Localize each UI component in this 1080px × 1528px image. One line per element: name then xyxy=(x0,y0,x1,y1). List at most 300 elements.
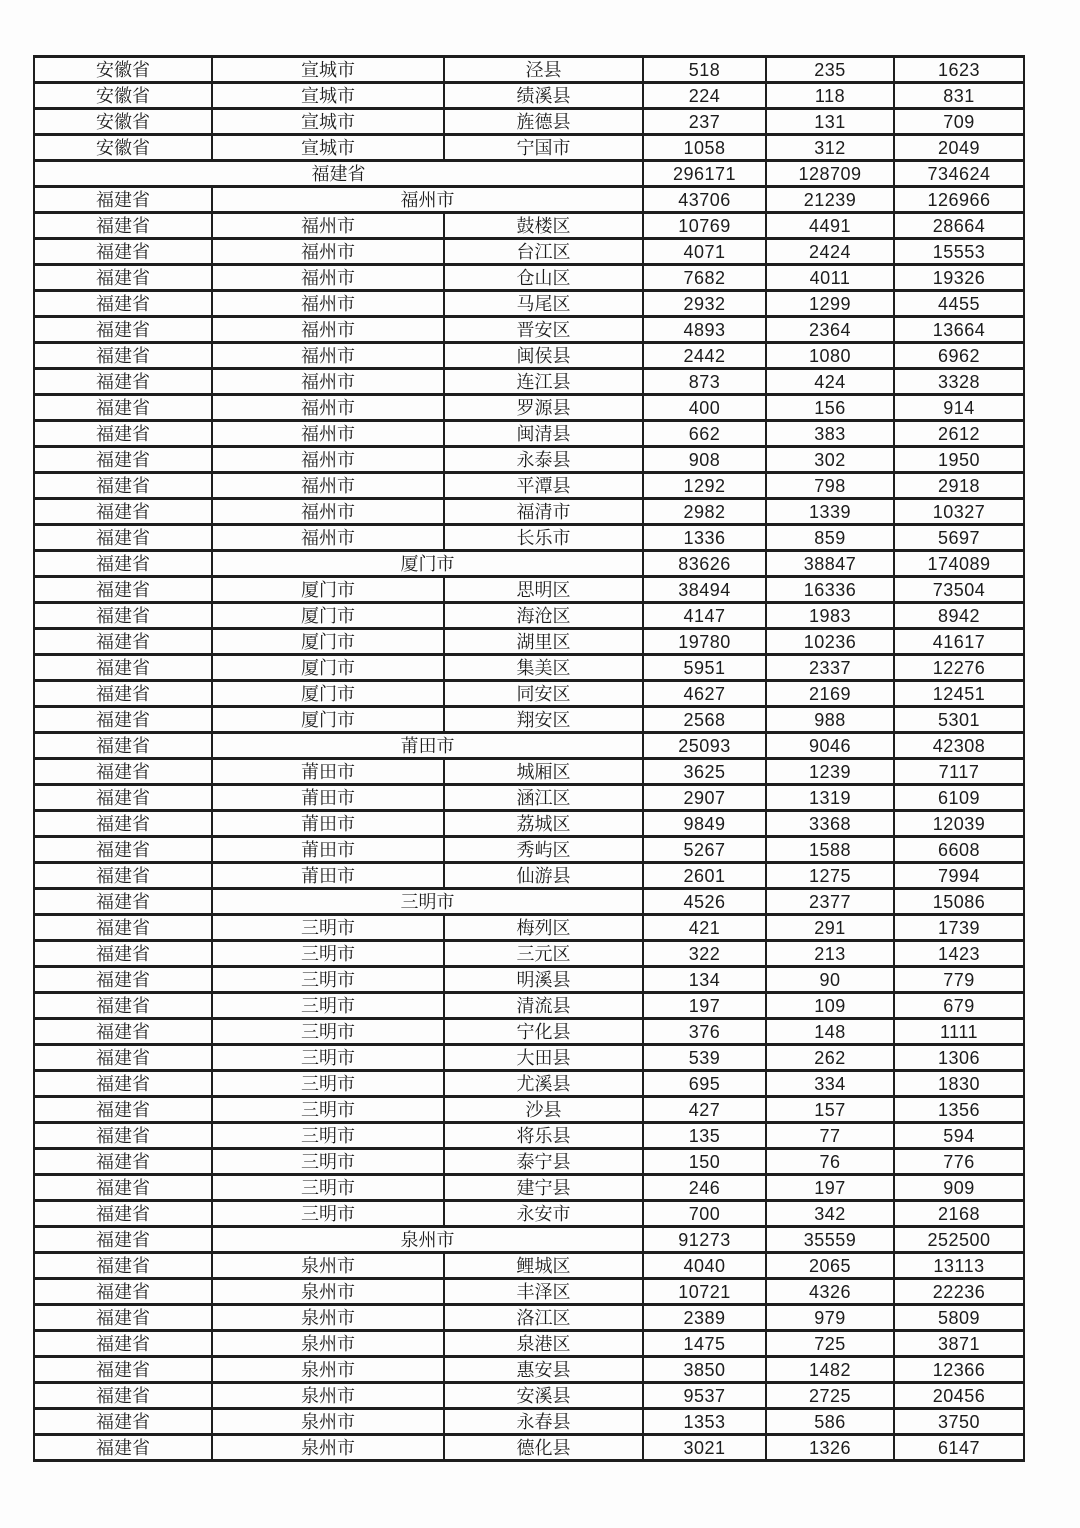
province-cell: 福建省 xyxy=(34,941,212,967)
value-cell-1: 3021 xyxy=(643,1435,766,1461)
table-row xyxy=(34,941,1024,967)
province-cell: 福建省 xyxy=(34,577,212,603)
province-cell: 福建省 xyxy=(34,1409,212,1435)
value-cell-3: 3750 xyxy=(894,1409,1024,1435)
table-row xyxy=(34,1201,1024,1227)
province-cell: 福建省 xyxy=(34,759,212,785)
value-cell-2: 21239 xyxy=(766,187,894,213)
value-cell-3: 3328 xyxy=(894,369,1024,395)
value-cell-3: 594 xyxy=(894,1123,1024,1149)
value-cell-3: 73504 xyxy=(894,577,1024,603)
value-cell-2: 2169 xyxy=(766,681,894,707)
province-cell: 安徽省 xyxy=(34,83,212,109)
value-cell-3: 914 xyxy=(894,395,1024,421)
value-cell-1: 400 xyxy=(643,395,766,421)
table-row xyxy=(34,265,1024,291)
city-cell: 泉州市 xyxy=(212,1253,444,1279)
district-cell: 大田县 xyxy=(444,1045,643,1071)
value-cell-2: 859 xyxy=(766,525,894,551)
value-cell-1: 2442 xyxy=(643,343,766,369)
value-cell-1: 224 xyxy=(643,83,766,109)
value-cell-1: 421 xyxy=(643,915,766,941)
value-cell-2: 334 xyxy=(766,1071,894,1097)
table-row xyxy=(34,993,1024,1019)
district-cell: 鼓楼区 xyxy=(444,213,643,239)
table-row xyxy=(34,135,1024,161)
value-cell-1: 9537 xyxy=(643,1383,766,1409)
table-row xyxy=(34,1227,1024,1253)
value-cell-1: 3625 xyxy=(643,759,766,785)
province-cell: 福建省 xyxy=(34,863,212,889)
value-cell-3: 6109 xyxy=(894,785,1024,811)
province-cell: 福建省 xyxy=(34,265,212,291)
value-cell-2: 235 xyxy=(766,57,894,83)
district-cell: 荔城区 xyxy=(444,811,643,837)
province-cell: 福建省 xyxy=(34,629,212,655)
city-cell: 莆田市 xyxy=(212,759,444,785)
value-cell-2: 1275 xyxy=(766,863,894,889)
district-cell: 绩溪县 xyxy=(444,83,643,109)
value-cell-2: 16336 xyxy=(766,577,894,603)
value-cell-3: 12276 xyxy=(894,655,1024,681)
city-total-cell: 三明市 xyxy=(212,889,643,915)
table-row xyxy=(34,1279,1024,1305)
city-cell: 宣城市 xyxy=(212,57,444,83)
value-cell-1: 4893 xyxy=(643,317,766,343)
value-cell-3: 15553 xyxy=(894,239,1024,265)
value-cell-2: 2377 xyxy=(766,889,894,915)
city-cell: 三明市 xyxy=(212,941,444,967)
value-cell-3: 6962 xyxy=(894,343,1024,369)
value-cell-2: 1326 xyxy=(766,1435,894,1461)
value-cell-1: 4040 xyxy=(643,1253,766,1279)
value-cell-3: 1950 xyxy=(894,447,1024,473)
value-cell-3: 734624 xyxy=(894,161,1024,187)
province-cell: 福建省 xyxy=(34,499,212,525)
table-row xyxy=(34,1097,1024,1123)
value-cell-1: 19780 xyxy=(643,629,766,655)
value-cell-3: 2918 xyxy=(894,473,1024,499)
city-cell: 莆田市 xyxy=(212,837,444,863)
city-cell: 泉州市 xyxy=(212,1279,444,1305)
value-cell-1: 237 xyxy=(643,109,766,135)
value-cell-2: 2364 xyxy=(766,317,894,343)
value-cell-1: 695 xyxy=(643,1071,766,1097)
value-cell-2: 1339 xyxy=(766,499,894,525)
value-cell-2: 302 xyxy=(766,447,894,473)
value-cell-3: 5809 xyxy=(894,1305,1024,1331)
district-cell: 尤溪县 xyxy=(444,1071,643,1097)
value-cell-2: 2424 xyxy=(766,239,894,265)
table-row xyxy=(34,213,1024,239)
value-cell-1: 700 xyxy=(643,1201,766,1227)
province-cell: 福建省 xyxy=(34,1279,212,1305)
province-cell: 福建省 xyxy=(34,291,212,317)
table-row xyxy=(34,1383,1024,1409)
table-row xyxy=(34,57,1024,83)
value-cell-3: 776 xyxy=(894,1149,1024,1175)
district-cell: 永安市 xyxy=(444,1201,643,1227)
value-cell-1: 4071 xyxy=(643,239,766,265)
district-cell: 将乐县 xyxy=(444,1123,643,1149)
value-cell-2: 4326 xyxy=(766,1279,894,1305)
value-cell-1: 376 xyxy=(643,1019,766,1045)
city-cell: 宣城市 xyxy=(212,83,444,109)
province-cell: 福建省 xyxy=(34,551,212,577)
city-cell: 福州市 xyxy=(212,343,444,369)
table-row xyxy=(34,1045,1024,1071)
value-cell-1: 1353 xyxy=(643,1409,766,1435)
district-cell: 安溪县 xyxy=(444,1383,643,1409)
table-row xyxy=(34,239,1024,265)
table-row xyxy=(34,291,1024,317)
city-cell: 厦门市 xyxy=(212,655,444,681)
table-row xyxy=(34,655,1024,681)
value-cell-3: 5301 xyxy=(894,707,1024,733)
value-cell-3: 12039 xyxy=(894,811,1024,837)
value-cell-3: 42308 xyxy=(894,733,1024,759)
district-cell: 思明区 xyxy=(444,577,643,603)
province-cell: 福建省 xyxy=(34,1357,212,1383)
city-total-cell: 莆田市 xyxy=(212,733,643,759)
value-cell-2: 4011 xyxy=(766,265,894,291)
district-cell: 翔安区 xyxy=(444,707,643,733)
value-cell-2: 77 xyxy=(766,1123,894,1149)
value-cell-1: 322 xyxy=(643,941,766,967)
value-cell-1: 246 xyxy=(643,1175,766,1201)
city-cell: 福州市 xyxy=(212,291,444,317)
table-row xyxy=(34,499,1024,525)
table-row xyxy=(34,161,1024,187)
table-row xyxy=(34,1123,1024,1149)
province-cell: 福建省 xyxy=(34,785,212,811)
district-cell: 洛江区 xyxy=(444,1305,643,1331)
province-cell: 福建省 xyxy=(34,967,212,993)
value-cell-3: 10327 xyxy=(894,499,1024,525)
value-cell-2: 131 xyxy=(766,109,894,135)
value-cell-3: 679 xyxy=(894,993,1024,1019)
province-cell: 福建省 xyxy=(34,447,212,473)
table-row xyxy=(34,1175,1024,1201)
value-cell-3: 709 xyxy=(894,109,1024,135)
value-cell-1: 2601 xyxy=(643,863,766,889)
value-cell-3: 6147 xyxy=(894,1435,1024,1461)
value-cell-2: 109 xyxy=(766,993,894,1019)
province-cell: 福建省 xyxy=(34,681,212,707)
value-cell-1: 662 xyxy=(643,421,766,447)
city-cell: 三明市 xyxy=(212,1019,444,1045)
district-cell: 秀屿区 xyxy=(444,837,643,863)
city-cell: 福州市 xyxy=(212,473,444,499)
value-cell-2: 38847 xyxy=(766,551,894,577)
value-cell-1: 539 xyxy=(643,1045,766,1071)
value-cell-3: 2612 xyxy=(894,421,1024,447)
value-cell-3: 1356 xyxy=(894,1097,1024,1123)
value-cell-2: 988 xyxy=(766,707,894,733)
district-cell: 闽清县 xyxy=(444,421,643,447)
province-cell: 福建省 xyxy=(34,525,212,551)
value-cell-2: 2725 xyxy=(766,1383,894,1409)
district-cell: 明溪县 xyxy=(444,967,643,993)
value-cell-1: 150 xyxy=(643,1149,766,1175)
value-cell-3: 12366 xyxy=(894,1357,1024,1383)
district-cell: 台江区 xyxy=(444,239,643,265)
value-cell-3: 7994 xyxy=(894,863,1024,889)
table-row xyxy=(34,551,1024,577)
value-cell-3: 15086 xyxy=(894,889,1024,915)
province-cell: 安徽省 xyxy=(34,109,212,135)
value-cell-2: 262 xyxy=(766,1045,894,1071)
value-cell-2: 90 xyxy=(766,967,894,993)
value-cell-2: 157 xyxy=(766,1097,894,1123)
city-cell: 莆田市 xyxy=(212,811,444,837)
province-cell: 福建省 xyxy=(34,1383,212,1409)
table-row xyxy=(34,707,1024,733)
value-cell-3: 13664 xyxy=(894,317,1024,343)
table-row xyxy=(34,83,1024,109)
district-cell: 马尾区 xyxy=(444,291,643,317)
city-cell: 莆田市 xyxy=(212,785,444,811)
city-cell: 福州市 xyxy=(212,499,444,525)
district-cell: 涵江区 xyxy=(444,785,643,811)
city-total-cell: 福州市 xyxy=(212,187,643,213)
value-cell-1: 2982 xyxy=(643,499,766,525)
statistics-table-container xyxy=(33,55,1023,1462)
value-cell-1: 10769 xyxy=(643,213,766,239)
city-cell: 三明市 xyxy=(212,1045,444,1071)
district-cell: 同安区 xyxy=(444,681,643,707)
province-cell: 福建省 xyxy=(34,343,212,369)
district-cell: 湖里区 xyxy=(444,629,643,655)
table-row xyxy=(34,1019,1024,1045)
value-cell-2: 148 xyxy=(766,1019,894,1045)
table-row xyxy=(34,785,1024,811)
district-cell: 惠安县 xyxy=(444,1357,643,1383)
city-total-cell: 厦门市 xyxy=(212,551,643,577)
district-cell: 泉港区 xyxy=(444,1331,643,1357)
table-row xyxy=(34,1331,1024,1357)
district-cell: 福清市 xyxy=(444,499,643,525)
district-cell: 宁化县 xyxy=(444,1019,643,1045)
table-row xyxy=(34,1435,1024,1461)
province-cell: 福建省 xyxy=(34,1123,212,1149)
city-cell: 福州市 xyxy=(212,421,444,447)
value-cell-1: 1058 xyxy=(643,135,766,161)
province-cell: 福建省 xyxy=(34,707,212,733)
district-cell: 城厢区 xyxy=(444,759,643,785)
value-cell-1: 91273 xyxy=(643,1227,766,1253)
city-total-cell: 泉州市 xyxy=(212,1227,643,1253)
district-cell: 闽侯县 xyxy=(444,343,643,369)
province-cell: 福建省 xyxy=(34,1331,212,1357)
district-cell: 永泰县 xyxy=(444,447,643,473)
district-cell: 建宁县 xyxy=(444,1175,643,1201)
value-cell-2: 118 xyxy=(766,83,894,109)
district-cell: 泰宁县 xyxy=(444,1149,643,1175)
value-cell-3: 831 xyxy=(894,83,1024,109)
value-cell-3: 13113 xyxy=(894,1253,1024,1279)
district-cell: 永春县 xyxy=(444,1409,643,1435)
value-cell-2: 342 xyxy=(766,1201,894,1227)
city-cell: 厦门市 xyxy=(212,577,444,603)
city-cell: 福州市 xyxy=(212,239,444,265)
value-cell-1: 427 xyxy=(643,1097,766,1123)
value-cell-1: 4526 xyxy=(643,889,766,915)
value-cell-3: 6608 xyxy=(894,837,1024,863)
province-cell: 福建省 xyxy=(34,1045,212,1071)
province-cell: 福建省 xyxy=(34,1227,212,1253)
value-cell-2: 312 xyxy=(766,135,894,161)
district-cell: 三元区 xyxy=(444,941,643,967)
value-cell-2: 1239 xyxy=(766,759,894,785)
statistics-table-body xyxy=(34,57,1024,1461)
district-cell: 海沧区 xyxy=(444,603,643,629)
city-cell: 三明市 xyxy=(212,1123,444,1149)
value-cell-1: 2568 xyxy=(643,707,766,733)
province-cell: 福建省 xyxy=(34,1175,212,1201)
city-cell: 福州市 xyxy=(212,213,444,239)
city-cell: 三明市 xyxy=(212,967,444,993)
city-cell: 宣城市 xyxy=(212,109,444,135)
table-row xyxy=(34,603,1024,629)
value-cell-1: 2932 xyxy=(643,291,766,317)
value-cell-3: 1830 xyxy=(894,1071,1024,1097)
value-cell-3: 41617 xyxy=(894,629,1024,655)
value-cell-2: 1080 xyxy=(766,343,894,369)
value-cell-2: 2065 xyxy=(766,1253,894,1279)
value-cell-1: 38494 xyxy=(643,577,766,603)
table-row xyxy=(34,109,1024,135)
value-cell-3: 1111 xyxy=(894,1019,1024,1045)
value-cell-1: 7682 xyxy=(643,265,766,291)
province-cell: 安徽省 xyxy=(34,135,212,161)
city-cell: 福州市 xyxy=(212,447,444,473)
province-cell: 福建省 xyxy=(34,603,212,629)
value-cell-2: 197 xyxy=(766,1175,894,1201)
value-cell-3: 12451 xyxy=(894,681,1024,707)
district-cell: 丰泽区 xyxy=(444,1279,643,1305)
district-cell: 沙县 xyxy=(444,1097,643,1123)
city-cell: 厦门市 xyxy=(212,681,444,707)
city-cell: 福州市 xyxy=(212,525,444,551)
province-cell: 福建省 xyxy=(34,889,212,915)
value-cell-3: 779 xyxy=(894,967,1024,993)
district-cell: 仓山区 xyxy=(444,265,643,291)
value-cell-1: 2389 xyxy=(643,1305,766,1331)
value-cell-2: 291 xyxy=(766,915,894,941)
city-cell: 泉州市 xyxy=(212,1383,444,1409)
district-cell: 清流县 xyxy=(444,993,643,1019)
value-cell-1: 135 xyxy=(643,1123,766,1149)
table-row xyxy=(34,915,1024,941)
value-cell-3: 5697 xyxy=(894,525,1024,551)
province-cell: 福建省 xyxy=(34,915,212,941)
value-cell-2: 725 xyxy=(766,1331,894,1357)
province-total-cell: 福建省 xyxy=(34,161,643,187)
table-row xyxy=(34,889,1024,915)
table-row xyxy=(34,1357,1024,1383)
value-cell-1: 134 xyxy=(643,967,766,993)
city-cell: 三明市 xyxy=(212,993,444,1019)
district-cell: 鲤城区 xyxy=(444,1253,643,1279)
district-cell: 仙游县 xyxy=(444,863,643,889)
district-cell: 连江县 xyxy=(444,369,643,395)
district-cell: 罗源县 xyxy=(444,395,643,421)
value-cell-1: 1336 xyxy=(643,525,766,551)
district-cell: 平潭县 xyxy=(444,473,643,499)
city-cell: 三明市 xyxy=(212,1149,444,1175)
value-cell-1: 873 xyxy=(643,369,766,395)
city-cell: 福州市 xyxy=(212,265,444,291)
province-cell: 福建省 xyxy=(34,1305,212,1331)
table-row xyxy=(34,681,1024,707)
city-cell: 三明市 xyxy=(212,1175,444,1201)
value-cell-1: 4147 xyxy=(643,603,766,629)
province-cell: 福建省 xyxy=(34,213,212,239)
table-row xyxy=(34,473,1024,499)
value-cell-1: 5951 xyxy=(643,655,766,681)
value-cell-3: 1623 xyxy=(894,57,1024,83)
table-row xyxy=(34,1071,1024,1097)
value-cell-1: 43706 xyxy=(643,187,766,213)
table-row xyxy=(34,369,1024,395)
value-cell-2: 424 xyxy=(766,369,894,395)
value-cell-3: 252500 xyxy=(894,1227,1024,1253)
city-cell: 泉州市 xyxy=(212,1435,444,1461)
value-cell-2: 35559 xyxy=(766,1227,894,1253)
province-cell: 福建省 xyxy=(34,473,212,499)
table-row xyxy=(34,1305,1024,1331)
province-cell: 福建省 xyxy=(34,369,212,395)
province-cell: 福建省 xyxy=(34,993,212,1019)
value-cell-1: 83626 xyxy=(643,551,766,577)
table-row xyxy=(34,343,1024,369)
province-cell: 福建省 xyxy=(34,1019,212,1045)
city-cell: 莆田市 xyxy=(212,863,444,889)
value-cell-2: 2337 xyxy=(766,655,894,681)
table-row xyxy=(34,395,1024,421)
city-cell: 三明市 xyxy=(212,915,444,941)
province-cell: 福建省 xyxy=(34,837,212,863)
table-row xyxy=(34,447,1024,473)
city-cell: 三明市 xyxy=(212,1071,444,1097)
value-cell-3: 3871 xyxy=(894,1331,1024,1357)
district-cell: 长乐市 xyxy=(444,525,643,551)
value-cell-2: 10236 xyxy=(766,629,894,655)
table-row xyxy=(34,759,1024,785)
value-cell-1: 518 xyxy=(643,57,766,83)
value-cell-2: 1319 xyxy=(766,785,894,811)
table-row xyxy=(34,811,1024,837)
table-row xyxy=(34,317,1024,343)
value-cell-3: 1306 xyxy=(894,1045,1024,1071)
table-row xyxy=(34,837,1024,863)
province-cell: 福建省 xyxy=(34,811,212,837)
city-cell: 厦门市 xyxy=(212,629,444,655)
value-cell-2: 156 xyxy=(766,395,894,421)
province-cell: 福建省 xyxy=(34,187,212,213)
value-cell-3: 2168 xyxy=(894,1201,1024,1227)
district-cell: 德化县 xyxy=(444,1435,643,1461)
value-cell-1: 3850 xyxy=(643,1357,766,1383)
value-cell-2: 586 xyxy=(766,1409,894,1435)
city-cell: 泉州市 xyxy=(212,1331,444,1357)
value-cell-1: 4627 xyxy=(643,681,766,707)
value-cell-3: 22236 xyxy=(894,1279,1024,1305)
province-cell: 福建省 xyxy=(34,1201,212,1227)
value-cell-2: 798 xyxy=(766,473,894,499)
table-row xyxy=(34,967,1024,993)
